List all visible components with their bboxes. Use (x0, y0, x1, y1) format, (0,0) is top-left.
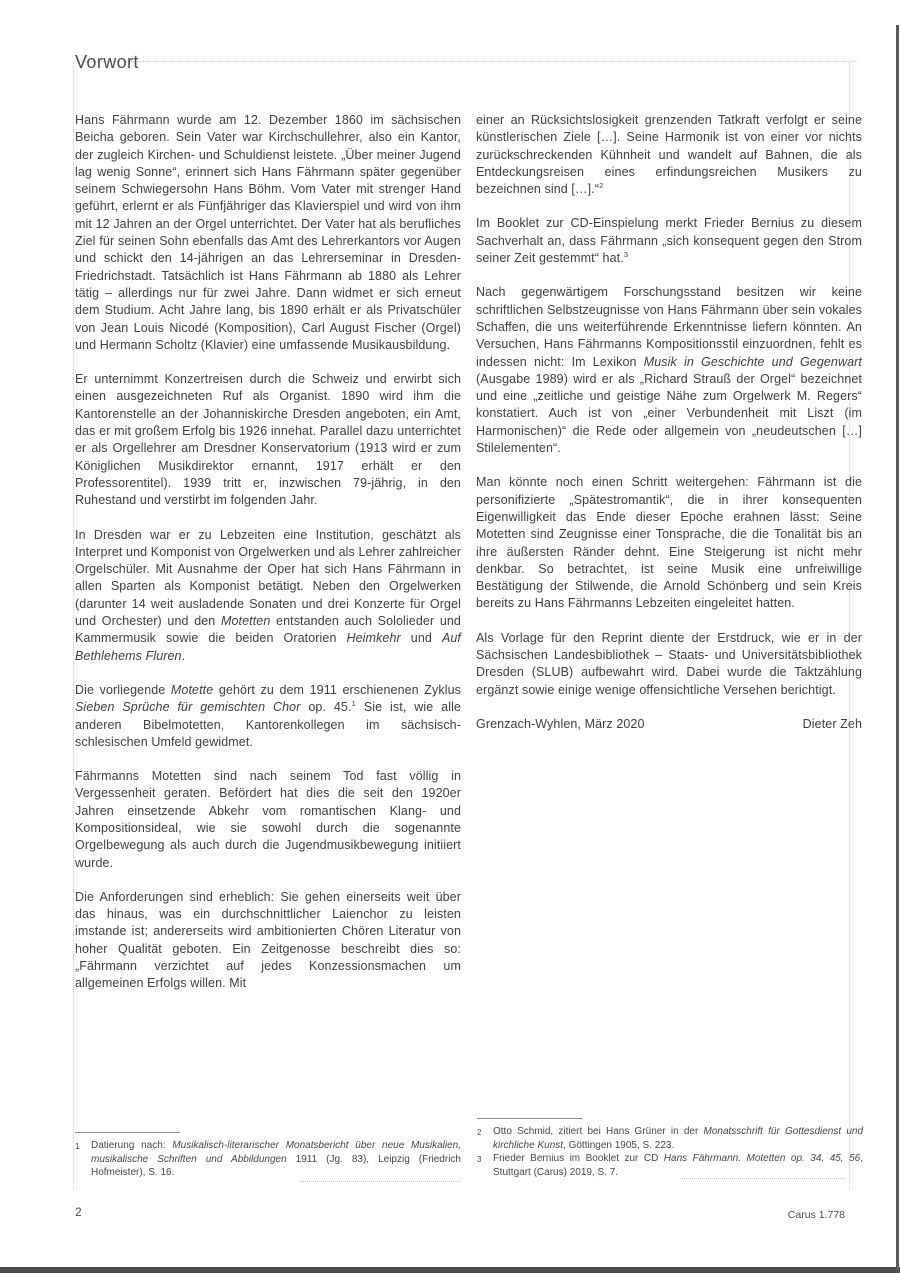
text-segment: Die vorliegende (75, 682, 171, 697)
footnote-rule (75, 1132, 180, 1133)
guide-line-left (73, 62, 74, 1190)
text-segment: Er unternimmt Konzertreisen durch die Schweiz und erwirbt sich einen ausgezeichneten Ruf als Organist. 1890 wird ihm die Kantorenstelle an der Johanniskirche Dresden angeboten, ein Amt, das er mit großem Erfolg bis 1926 innehat. Parallel dazu unterrichtet er als Orgellehrer am Dresdner Konservatorium (1913 wird er zum Königlichen Musikdirektor ernannt, 1917 erhält er den Professorentitel). 1939 tritt er, inzwischen 79-jährig, in den Ruhestand und verstirbt im folgenden Jahr. (75, 372, 461, 508)
footnote-list-right (477, 1125, 863, 1179)
footnote-marker: 2 (477, 1128, 482, 1137)
text-segment: In Dresden war er zu Lebzeiten eine Institution, geschätzt als Interpret und Komponist von Orgelwerken und als Lehrer zahlreicher Orgelschüler. Mit Ausnahme der Oper hat sich Hans Fährmann in allen Sparten als Komponist betätigt. Neben den Orgelwerken (darunter 14 weit ausladende Sonaten und drei Konzerte für Orgel und Orchester) und den (75, 527, 461, 629)
right-column-paragraphs (476, 112, 862, 699)
scan-edge-right (896, 25, 899, 1273)
text-segment: op. 45. (300, 700, 352, 715)
text-segment: einer an Rücksichtslosigkeit grenzenden Tatkraft verfolgt er seine künstlerischen Ziele […]. Seine Harmonik ist von einer vor nichts zurückschreckenden Kühnheit und wandelt auf Bahnen, die als Entdeckungsreisen eines erfindungsreichen Musikers zu bezeichnen sind […].“ (476, 113, 862, 197)
text-segment: Hans Fährmann wurde am 12. Dezember 1860 im sächsischen Beicha geboren. Sein Vater war Kirchschullehrer, also ein Kantor, der zugleich Kirchen- und Schuldienst leistete. „Über meiner Jugend lag wenig Sonne“, erinnert sich Hans Fährmann später gegenüber seinem Schwiegersohn Hans Böhm. Vom Vater mit strenger Hand geführt, erlernt er als Fünfjähriger das Klavierspiel und wird von ihm mit 12 Jahren an der Orgel unterrichtet. Der Vater hat als berufliches Ziel für seinen Sohn ebenfalls das Amt des Lehrerkantors vor Augen und schickt den 14-jährigen an das Lehrerseminar in Dresden-Friedrichstadt. Tatsächlich ist Hans Fährmann ab 1880 als Lehrer tätig – allerdings nur für zwei Jahre. Dann widmet er sich erneut dem Studium. Acht Jahre lang, bis 1890 erhält er als Privatschüler von Jean Louis Nicodé (Komposition), Carl August Fischer (Orgel) und Hermann Scholtz (Klavier) eine umfassende Musikausbildung. (75, 113, 461, 352)
paragraph (75, 768, 461, 872)
text-segment: 2 (599, 181, 604, 191)
footnotes-right (477, 1118, 863, 1179)
paragraph (476, 215, 862, 267)
paragraph (476, 112, 862, 198)
text-segment: Auf Bethlehems Fluren (75, 631, 461, 663)
scan-edge-bottom (0, 1267, 900, 1273)
page-title: Vorwort (75, 52, 139, 72)
content-columns (75, 112, 862, 1010)
text-segment: Motette (170, 682, 214, 697)
text-segment: Frieder Bernius im Booklet zur CD (493, 1153, 664, 1165)
footnote-marker: 3 (477, 1155, 482, 1165)
text-segment: (Ausgabe 1989) wird er als „Richard Strauß der Orgel“ bezeichnet und eine „zeitliche und geistige Nähe zum Orgelwerk M. Regers“ konstatiert. Auch ist von „einer Verbundenheit mit Liszt (im Harmonischen)“ die Rede oder allgemein von „neudeutschen […] Stilelementen“. (476, 371, 862, 456)
text-segment: , Göttingen 1905, S. 223. (563, 1139, 675, 1151)
text-segment: und (400, 631, 442, 646)
text-segment: Monatsschrift für Gottesdienst und kirchliche Kunst (493, 1126, 864, 1151)
paragraph (75, 527, 461, 665)
text-segment: Musik in Geschichte und Gegenwart (643, 354, 862, 369)
text-segment: Man könnte noch einen Schritt weitergehen: Fährmann ist die personifizierte „Spätestromantik“, die in ihrer konsequenten Eigenwilligkeit das Ende dieser Epoche erahnen lässt: Seine Motetten sind Zeugnisse einer Tonsprache, die die Tonalität bis an ihre äußersten Ränder dehnt. Eine Steigerung ist nicht mehr denkbar. So betrachtet, ist seine Musik eine unfreiwillige Bestätigung der Stilwende, die Arnold Schönberg und sein Kreis bereits zu Hans Fährmanns Lebzeiten eingeleitet hatten. (476, 475, 862, 611)
text-segment: Nach gegenwärtigem Forschungsstand besitzen wir keine schriftlichen Selbstzeugnisse von Hans Fährmann über sein vokales Schaffen, die uns weiterführende Erkenntnisse liefern könnten. An Versuchen, Hans Fährmanns Kompositionsstil einzuordnen, fehlt es indessen nicht: Im Lexikon (476, 285, 862, 369)
text-segment: Die Anforderungen sind erheblich: Sie gehen einerseits weit über das hinaus, was ein durchschnittlicher Laienchor zu leisten imstande ist; andererseits wird ambitionierten Chören Literatur von hoher Qualität geboten. Ein Zeitgenosse beschreibt dies so: „Fährmann verzichtet auf jedes Konzessionsmachen um allgemeinen Erfolgs willen. Mit (75, 889, 461, 991)
edition-number: Carus 1.778 (787, 1209, 845, 1221)
text-segment: 1 (351, 699, 356, 709)
footnote-list-left (75, 1139, 461, 1180)
right-column (476, 112, 862, 1010)
text-segment: Heimkehr (346, 631, 401, 646)
guide-line-footnote-left (300, 1181, 460, 1182)
footnote-rule (477, 1118, 582, 1119)
footnotes-left (75, 1132, 461, 1180)
text-segment: Sieben Sprüche für gemischten Chor (75, 700, 301, 715)
paragraph (476, 284, 862, 457)
guide-line-top (78, 61, 858, 62)
paragraph (75, 371, 461, 509)
paragraph (75, 889, 461, 993)
footnote-text (91, 1139, 461, 1180)
paragraph (476, 630, 862, 699)
paragraph (476, 474, 862, 612)
text-segment: Musikalisch-literarischer Monatsbericht über neue Musikalien, musikalische Schriften und Abbildungen (91, 1140, 461, 1165)
left-column (75, 112, 461, 1010)
text-segment: Motetten (220, 614, 271, 629)
footnote-text (493, 1125, 863, 1152)
footnote-marker: 1 (75, 1142, 80, 1151)
page-number: 2 (75, 1205, 82, 1219)
footnote (477, 1152, 863, 1179)
signoff-author: Dieter Zeh (802, 716, 862, 731)
paragraph (75, 112, 461, 354)
signoff (476, 716, 862, 733)
text-segment: Otto Schmid, zitiert bei Hans Grüner in der (493, 1126, 704, 1137)
text-segment: 1911 (Jg. 83), Leipzig (Friedrich Hofmeister), S. 16. (91, 1153, 461, 1179)
text-segment: Fährmanns Motetten sind nach seinem Tod fast völlig in Vergessenheit geraten. Befördert hat dies die seit den 1920er Jahren einsetzende Abkehr vom romantischen Klang- und Kompositionsideal, wie sie sowohl durch die sogenannte Orgelbewegung als auch durch die Jugendmusikbewegung initiiert wurde. (75, 769, 461, 870)
footnote (75, 1139, 461, 1180)
text-segment: Hans Fährmann. Motetten op. 34, 45, 56 (663, 1153, 861, 1165)
text-segment: , Stuttgart (Carus) 2019, S. 7. (493, 1153, 863, 1178)
text-segment: Datierung nach: (91, 1140, 173, 1151)
footnote-text (493, 1152, 863, 1179)
paragraph (75, 682, 461, 751)
text-segment: . (181, 648, 186, 663)
footnote (477, 1125, 863, 1152)
text-segment: 3 (623, 249, 629, 259)
text-segment: Sie ist, wie alle anderen Bibelmotetten, Kantorenkollegen im sächsisch-schlesischen Umfeld gewidmet. (75, 700, 462, 749)
text-segment: Im Booklet zur CD-Einspielung merkt Frieder Bernius zu diesem Sachverhalt an, dass Fährmann „sich konsequent gegen den Strom seiner Zeit gestemmt“ hat. (476, 216, 862, 266)
signoff-place-date: Grenzach-Wyhlen, März 2020 (476, 716, 645, 731)
text-segment: Als Vorlage für den Reprint diente der Erstdruck, wie er in der Sächsischen Landesbibliothek – Staats- und Universitätsbibliothek Dresden (SLUB) aufbewahrt wird. Dabei wurde die Taktzählung ergänzt sowie einige wenige offensichtliche Versehen berichtigt. (476, 630, 862, 697)
left-column-paragraphs (75, 112, 461, 993)
text-segment: entstanden auch Sololieder und Kammermusik sowie die beiden Oratorien (75, 614, 461, 646)
text-segment: gehört zu dem 1911 erschienenen Zyklus (213, 682, 462, 697)
